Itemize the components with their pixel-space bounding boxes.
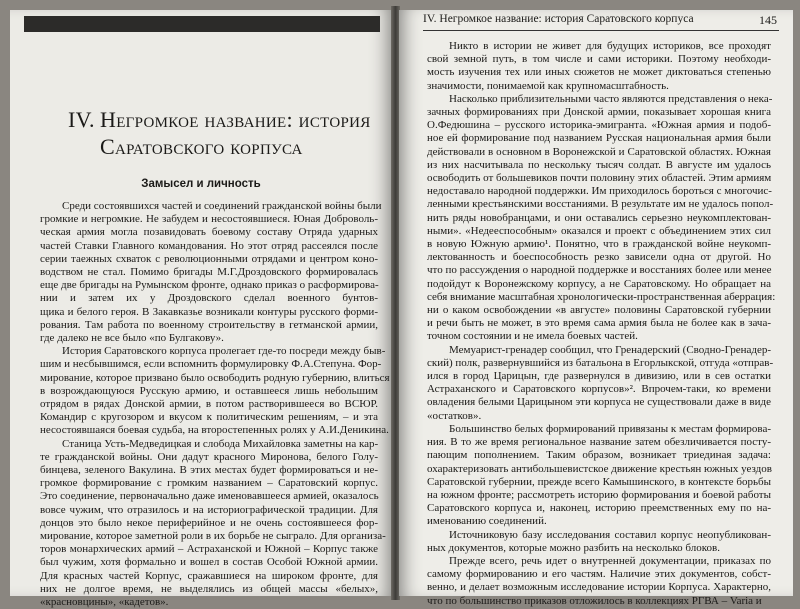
text-line: них не долгое время, не выделялись из общей массы «белых»,	[40, 582, 378, 595]
text-line: что по большинство приказов отложилось в коллекциях РГВА – Varia и	[427, 594, 762, 607]
text-line: вовсе чужим, что отразилось и на историографической традиции. Для	[40, 503, 378, 516]
text-line: пающим пополнением. Таким образом, возникает триединая задача:	[427, 449, 771, 462]
text-line: донцов это было некое периферийное и не очень состоявшееся фор-	[40, 516, 378, 529]
text-line: мость изучения тех или иных сюжетов не может диктоваться степенью	[427, 66, 771, 79]
text-line: Прежде всего, речь идет о внутренней документации, приказах по	[449, 554, 771, 567]
paragraph	[427, 423, 771, 529]
paragraph	[40, 437, 386, 609]
text-line: где далеко не все было «по Булгакову».	[40, 332, 224, 345]
paragraph	[427, 343, 774, 423]
text-line: частей Ставки Главного командования. Но этот отряд рассеялся после	[40, 239, 378, 252]
text-line: несостоявшаяся боевая судьба, на второстепенных ролях у А.И.Деникина.	[40, 424, 389, 437]
text-line: в новую Южную армию¹. Понятно, что в гражданской войне неукомп-	[427, 238, 771, 251]
text-line: бинцева, зеленого Вакулина. В этих местах будет формироваться и не-	[40, 464, 378, 477]
paragraph	[427, 555, 771, 608]
text-line: ными». «Недееспособным» оказался и проект с объединением этих сил	[427, 224, 771, 237]
text-line: Саратовского корпуса и, наконец, историю преемственных ему по на-	[427, 502, 771, 515]
text-line: История Саратовского корпуса пролегает где-то посреди между быв-	[62, 345, 386, 358]
text-line: громкие и негромкие. Не забудем и несостоявшиеся. Юная Доброволь-	[40, 213, 378, 226]
text-line: охарактеризовать антибольшевистское движение крестьян южных уездов	[427, 462, 772, 475]
header-bar	[24, 16, 380, 32]
paragraph	[40, 345, 390, 437]
right-body-text	[427, 40, 776, 608]
text-line: нии и затем их у Дроздовского сделал военного бунтов-	[40, 292, 378, 305]
text-line: Для красных частей Корпус, сражавшиеся на широком фронте, для	[40, 569, 378, 582]
text-line: водством не стал. Помимо бригады М.Г.Дроздовского формировалась	[40, 266, 378, 279]
text-line: зачных формированиях при Донской армии, показывает хорошая книга	[427, 106, 771, 119]
text-line: недоставало народной поддержки. Им приходилось бороться с многочис-	[427, 185, 772, 198]
text-line: Источниковую базу исследования составил корпус неопубликован-	[449, 528, 771, 541]
text-line: точном состоянии и не имела боевых частей.	[427, 330, 638, 343]
text-line: Командир с кругозором и вкусом к политическим решениям, – и эта	[40, 411, 378, 424]
text-line: в возрождающуюся Русскую армию, и оставшееся лишь небольшим	[40, 384, 378, 397]
text-line: Никто в истории не живет для будущих историков, все проходят	[449, 40, 771, 52]
text-line: «красновцины», «кадетов».	[40, 596, 169, 609]
text-line: самому формированию и его частям. Наличие этих документов, собст-	[427, 568, 771, 581]
text-line: мирование, которое заметной роли в их борьбе не сыграло. Для организа-	[40, 530, 386, 543]
running-head: IV. Негромкое название: история Саратовского корпуса	[423, 13, 694, 25]
text-line: Большинство белых формирований привязаны к местам формирова-	[449, 422, 771, 435]
text-line: Мемуарист-гренадер сообщил, что Гренадерский (Сводно-Гренадер-	[449, 343, 772, 356]
section-title: Замысел и личность	[141, 178, 261, 190]
text-line: овладения белыми Царицыном эти корпуса не существовали даже в виде	[427, 396, 771, 409]
text-line: на южном фронте; рассмотреть историю формирования и боевой работы	[427, 488, 771, 501]
chapter-title-line2: Саратовского корпуса	[100, 134, 303, 159]
text-line: ческая армия могла позавидовать боевому составу Отряда ударных	[40, 226, 378, 239]
text-line: действовали в основном в Воронежской и Саратовской областях. Южная	[427, 145, 771, 158]
text-line: значимости, понимаемой как крупномасштабность.	[427, 79, 669, 92]
text-line: именованию соединений.	[427, 515, 547, 528]
text-line: рования. Там работа по военному строительству в гетманской армии,	[40, 318, 378, 331]
text-line: свой земной путь, в том числе и сами историки. Поэтому необходи-	[427, 53, 771, 66]
text-line: ский) полк, развернувшийся из батальона в Егорлыкской, отгуда «отправ-	[427, 356, 774, 369]
page-number: 145	[759, 13, 777, 27]
text-line: подойдут к Воронежскому корпусу, а не Саратовскому. Но обращает на	[427, 277, 771, 290]
text-line: Астраханского и Саратовского корпусов»². Впрочем-таки, ко времени	[427, 383, 771, 396]
text-line: торов монархических армий – Астраханской и Южной – Корпус также	[40, 543, 378, 556]
text-line: был чужим, хотя формально и вошел в состав Особой Южной армии.	[40, 556, 378, 569]
text-line: Саратовской губернии, прежде всего Камышинского, в контексте борьбы	[427, 475, 771, 488]
text-line: Это соединение, первоначально даже именовавшееся армией, оказалось	[40, 490, 379, 503]
text-line: мирование, которое призвано было освободить родную губернию, влиться	[40, 371, 390, 384]
text-line: освободить от большевиков почти половину этих областей. Этим армиям	[427, 172, 772, 185]
text-line: ное ей формирование под названием Русская национальная армия были	[427, 132, 771, 145]
paragraph	[40, 200, 382, 345]
left-page	[10, 10, 392, 609]
chapter-title-line1: Негромкое название: история	[100, 107, 371, 132]
text-line: шим и несбывшимся, если вспомнить формулировку Ф.А.Степуна. Фор-	[40, 358, 382, 371]
text-line: еще две бригады на Румынском фронте, однако приказ о расформирова-	[40, 279, 379, 292]
left-body-text	[40, 200, 390, 609]
header-rule	[423, 30, 779, 31]
text-line: нить ряды новобранцами, и они оставались серьезно неукомплектован-	[427, 211, 771, 224]
right-page	[399, 10, 793, 607]
text-line: из них насчитывала по нескольку тысяч солдат. В августе им удалось	[427, 158, 771, 171]
text-line: Станица Усть-Медведицкая и слобода Михайловка заметны на кар-	[62, 437, 379, 450]
text-line: что по рассуждения о народной поддержке и восстаниях более или менее	[427, 264, 772, 277]
text-line: ни о каком освобождении «в августе» половины Саратовской губернии	[427, 304, 771, 317]
text-line: себя внимание масштабная хронологически-пространственная аберрация:	[427, 290, 776, 303]
chapter-title	[68, 106, 378, 160]
text-line: О.Федюшина – русского историка-эмигранта. «Южная армия и подоб-	[427, 119, 771, 132]
text-line: лектованность и боеспособность резко зависели одна от другой. Но	[427, 251, 771, 264]
paragraph	[427, 92, 776, 344]
text-line: щика и белого героя. В Закавказье возникали контуры русского форми-	[40, 305, 378, 318]
text-line: отрядом в рядах Донской армии, в потом растворившееся во ВСЮР.	[40, 398, 378, 411]
text-line: ных документов, которые можно разбить на несколько блоков.	[427, 541, 720, 554]
text-line: ния. В то же время региональное название затем обезличивается посту-	[427, 436, 771, 449]
paragraph	[427, 40, 771, 93]
chapter-number: IV.	[68, 107, 95, 132]
text-line: Среди состоявшихся частей и соединений гражданской войны были	[62, 200, 382, 212]
text-line: серии таежных схваток с революционными отрядами и центром коно-	[40, 252, 378, 265]
text-line: ился в город Царицын, где развернулся в дивизию, или в сев остатки	[427, 370, 771, 383]
text-line: громкое формирование с громким названием – Саратовский корпус.	[40, 477, 378, 490]
text-line: Насколько приблизительными часто являются представления о нека-	[449, 92, 773, 105]
paragraph	[427, 529, 771, 555]
text-line: и речи быть не может, в это время сама армия была не более как в зача-	[427, 317, 771, 330]
text-line: «остатков».	[427, 409, 482, 422]
text-line: ленными крестьянскими восстаниями. В результате им не удалось попол-	[427, 198, 774, 211]
text-line: венно, и делает возможным исследование истории Корпуса. Характерно,	[427, 581, 771, 594]
text-line: те гражданской войны. Они дадут красного Миронова, белого Голу-	[40, 450, 378, 463]
